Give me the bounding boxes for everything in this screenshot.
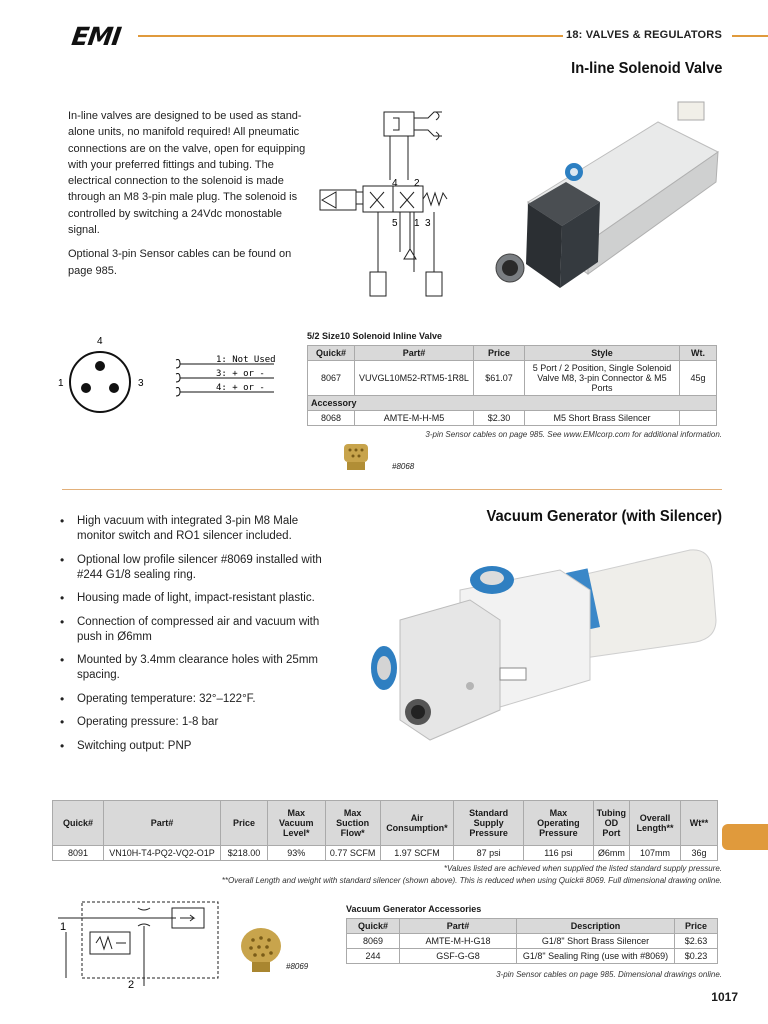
col-tubing: Tubing OD Port — [593, 801, 629, 846]
cell-part: AMTE-M-H-G18 — [400, 934, 517, 949]
cell-supply: 87 psi — [454, 846, 524, 861]
style-line2: Valve M8, 3-pin Connector & M5 Ports — [537, 373, 667, 393]
table-row — [347, 934, 718, 949]
vacuum-accessories-title: Vacuum Generator Accessories — [346, 904, 482, 914]
vacuum-accessories-table — [346, 918, 718, 964]
col-wt: Wt** — [681, 801, 718, 846]
port-label-4: 4 — [392, 178, 398, 189]
cell-description: G1/8" Sealing Ring (use with #8069) — [517, 949, 675, 964]
list-item: • Switching output: PNP — [58, 739, 328, 754]
col-price: Price — [221, 801, 268, 846]
col-air-consumption: Air Consumption* — [380, 801, 453, 846]
port-label-1: 1 — [414, 218, 420, 229]
vacuum-accessories-note: 3-pin Sensor cables on page 985. Dimensional drawings online. — [496, 970, 722, 979]
silencer-8069-caption: #8069 — [286, 962, 309, 971]
accessory-label: Accessory — [308, 396, 717, 411]
page-number: 1017 — [711, 990, 738, 1004]
pin-label-4: 4 — [97, 336, 103, 347]
inline-valve-table-title: 5/2 Size10 Solenoid Inline Valve — [307, 331, 443, 341]
table-row — [347, 949, 718, 964]
inline-valve-table — [307, 345, 717, 426]
section-divider — [62, 489, 722, 490]
wiring-pin3: 3: + or - — [216, 369, 265, 379]
cell-quick: 8068 — [308, 411, 355, 426]
port-label-2: 2 — [414, 178, 420, 189]
table-header-row — [53, 801, 718, 846]
col-price: Price — [474, 346, 525, 361]
valve-schematic-diagram — [318, 104, 468, 304]
cell-description: G1/8" Short Brass Silencer — [517, 934, 675, 949]
col-supply-pressure: Standard Supply Pressure — [454, 801, 524, 846]
port-label-5: 5 — [392, 218, 398, 229]
wiring-pin4: 4: + or - — [216, 383, 265, 393]
wiring-legend — [174, 352, 284, 398]
list-item: • Mounted by 3.4mm clearance holes with 25mm spacing. — [58, 653, 328, 683]
inline-valve-description: In-line valves are designed to be used as stand-alone units, no manifold required! All pneumatic connections are on the valve, open for equipping with your preferred fittings and tubing. The electrical connection to the solenoid is made through an M8 3-pin male plug. The solenoid is controlled by switching a 24Vdc monostable signal. — [68, 110, 306, 237]
vacuum-feature-list — [58, 514, 328, 762]
vacuum-generator-table — [52, 800, 718, 861]
wiring-pin1: 1: Not Used — [216, 355, 276, 365]
m8-connector-pinout — [52, 332, 162, 422]
col-part: Part# — [355, 346, 474, 361]
brass-silencer-8069-photo — [238, 926, 284, 974]
cell-max-op: 116 psi — [524, 846, 593, 861]
cell-wt — [680, 411, 717, 426]
table-row — [308, 411, 717, 426]
col-price: Price — [675, 919, 718, 934]
vacuum-note-1: *Values listed are achieved when supplied the listed standard supply pressure. — [443, 864, 722, 873]
col-max-suction: Max Suction Flow* — [325, 801, 380, 846]
inline-valve-table-note: 3-pin Sensor cables on page 985. See www.EMIcorp.com for additional information. — [425, 430, 722, 439]
inline-valve-description-block — [68, 108, 308, 279]
cell-part: AMTE-M-H-M5 — [355, 411, 474, 426]
list-item: • High vacuum with integrated 3-pin M8 Male monitor switch and RO1 silencer included. — [58, 514, 328, 544]
cell-quick: 8067 — [308, 361, 355, 396]
vacuum-note-2: **Overall Length and weight with standard silencer (shown above). This is reduced when using Quick# 8069. Full dimensional drawing online. — [221, 876, 722, 885]
vacuum-title: Vacuum Generator (with Silencer) — [486, 508, 722, 525]
cell-length: 107mm — [630, 846, 681, 861]
col-quick: Quick# — [53, 801, 104, 846]
pin-label-1: 1 — [58, 378, 64, 389]
col-description: Description — [517, 919, 675, 934]
list-item: • Housing made of light, impact-resistant plastic. — [58, 591, 328, 606]
cell-tubing: Ø6mm — [593, 846, 629, 861]
cell-wt: 36g — [681, 846, 718, 861]
col-quick: Quick# — [347, 919, 400, 934]
cell-price: $218.00 — [221, 846, 268, 861]
cell-style: M5 Short Brass Silencer — [525, 411, 680, 426]
table-header-row — [308, 346, 717, 361]
inline-valve-note: Optional 3-pin Sensor cables can be found on page 985. — [68, 248, 292, 277]
col-max-vacuum: Max Vacuum Level* — [268, 801, 326, 846]
cell-price: $61.07 — [474, 361, 525, 396]
emi-logo: EMI — [69, 22, 123, 51]
solenoid-valve-photo — [488, 92, 728, 312]
cell-quick: 244 — [347, 949, 400, 964]
accessory-header-row — [308, 396, 717, 411]
list-item: • Operating pressure: 1-8 bar — [58, 715, 328, 730]
cell-wt: 45g — [680, 361, 717, 396]
col-part: Part# — [400, 919, 517, 934]
cell-style — [525, 361, 680, 396]
cell-quick: 8091 — [53, 846, 104, 861]
cell-part: VUVGL10M52-RTM5-1R8L — [355, 361, 474, 396]
list-item: • Operating temperature: 32°–122°F. — [58, 692, 328, 707]
list-item: • Optional low profile silencer #8069 installed with #244 G1/8 sealing ring. — [58, 553, 328, 583]
cell-price: $0.23 — [675, 949, 718, 964]
section-label: 18: VALVES & REGULATORS — [566, 29, 722, 41]
col-wt: Wt. — [680, 346, 717, 361]
vacuum-generator-schematic — [56, 896, 226, 992]
col-part: Part# — [104, 801, 221, 846]
diagram-port-2: 2 — [128, 979, 135, 991]
list-item: • Connection of compressed air and vacuum with push in Ø6mm — [58, 615, 328, 645]
col-max-operating: Max Operating Pressure — [524, 801, 593, 846]
pin-label-3: 3 — [138, 378, 144, 389]
header-rule-left — [138, 35, 563, 37]
col-length: Overall Length** — [630, 801, 681, 846]
table-row — [53, 846, 718, 861]
cell-air: 1.97 SCFM — [380, 846, 453, 861]
cell-price: $2.63 — [675, 934, 718, 949]
table-row — [308, 361, 717, 396]
col-style: Style — [525, 346, 680, 361]
cell-part: GSF-G-G8 — [400, 949, 517, 964]
inline-valve-title: In-line Solenoid Valve — [570, 60, 722, 77]
style-line1: 5 Port / 2 Position, Single Solenoid — [532, 363, 672, 373]
cell-part: VN10H-T4-PQ2-VQ2-O1P — [104, 846, 221, 861]
table-header-row — [347, 919, 718, 934]
brass-silencer-8068-photo — [336, 440, 376, 474]
vacuum-generator-photo — [360, 540, 730, 780]
cell-vacuum: 93% — [268, 846, 326, 861]
cell-suction: 0.77 SCFM — [325, 846, 380, 861]
port-label-3: 3 — [425, 218, 431, 229]
col-quick: Quick# — [308, 346, 355, 361]
silencer-8068-caption: #8068 — [392, 462, 415, 471]
cell-price: $2.30 — [474, 411, 525, 426]
section-side-tab — [722, 824, 768, 850]
cell-quick: 8069 — [347, 934, 400, 949]
diagram-port-1: 1 — [60, 921, 67, 933]
header-rule-right — [732, 35, 768, 37]
